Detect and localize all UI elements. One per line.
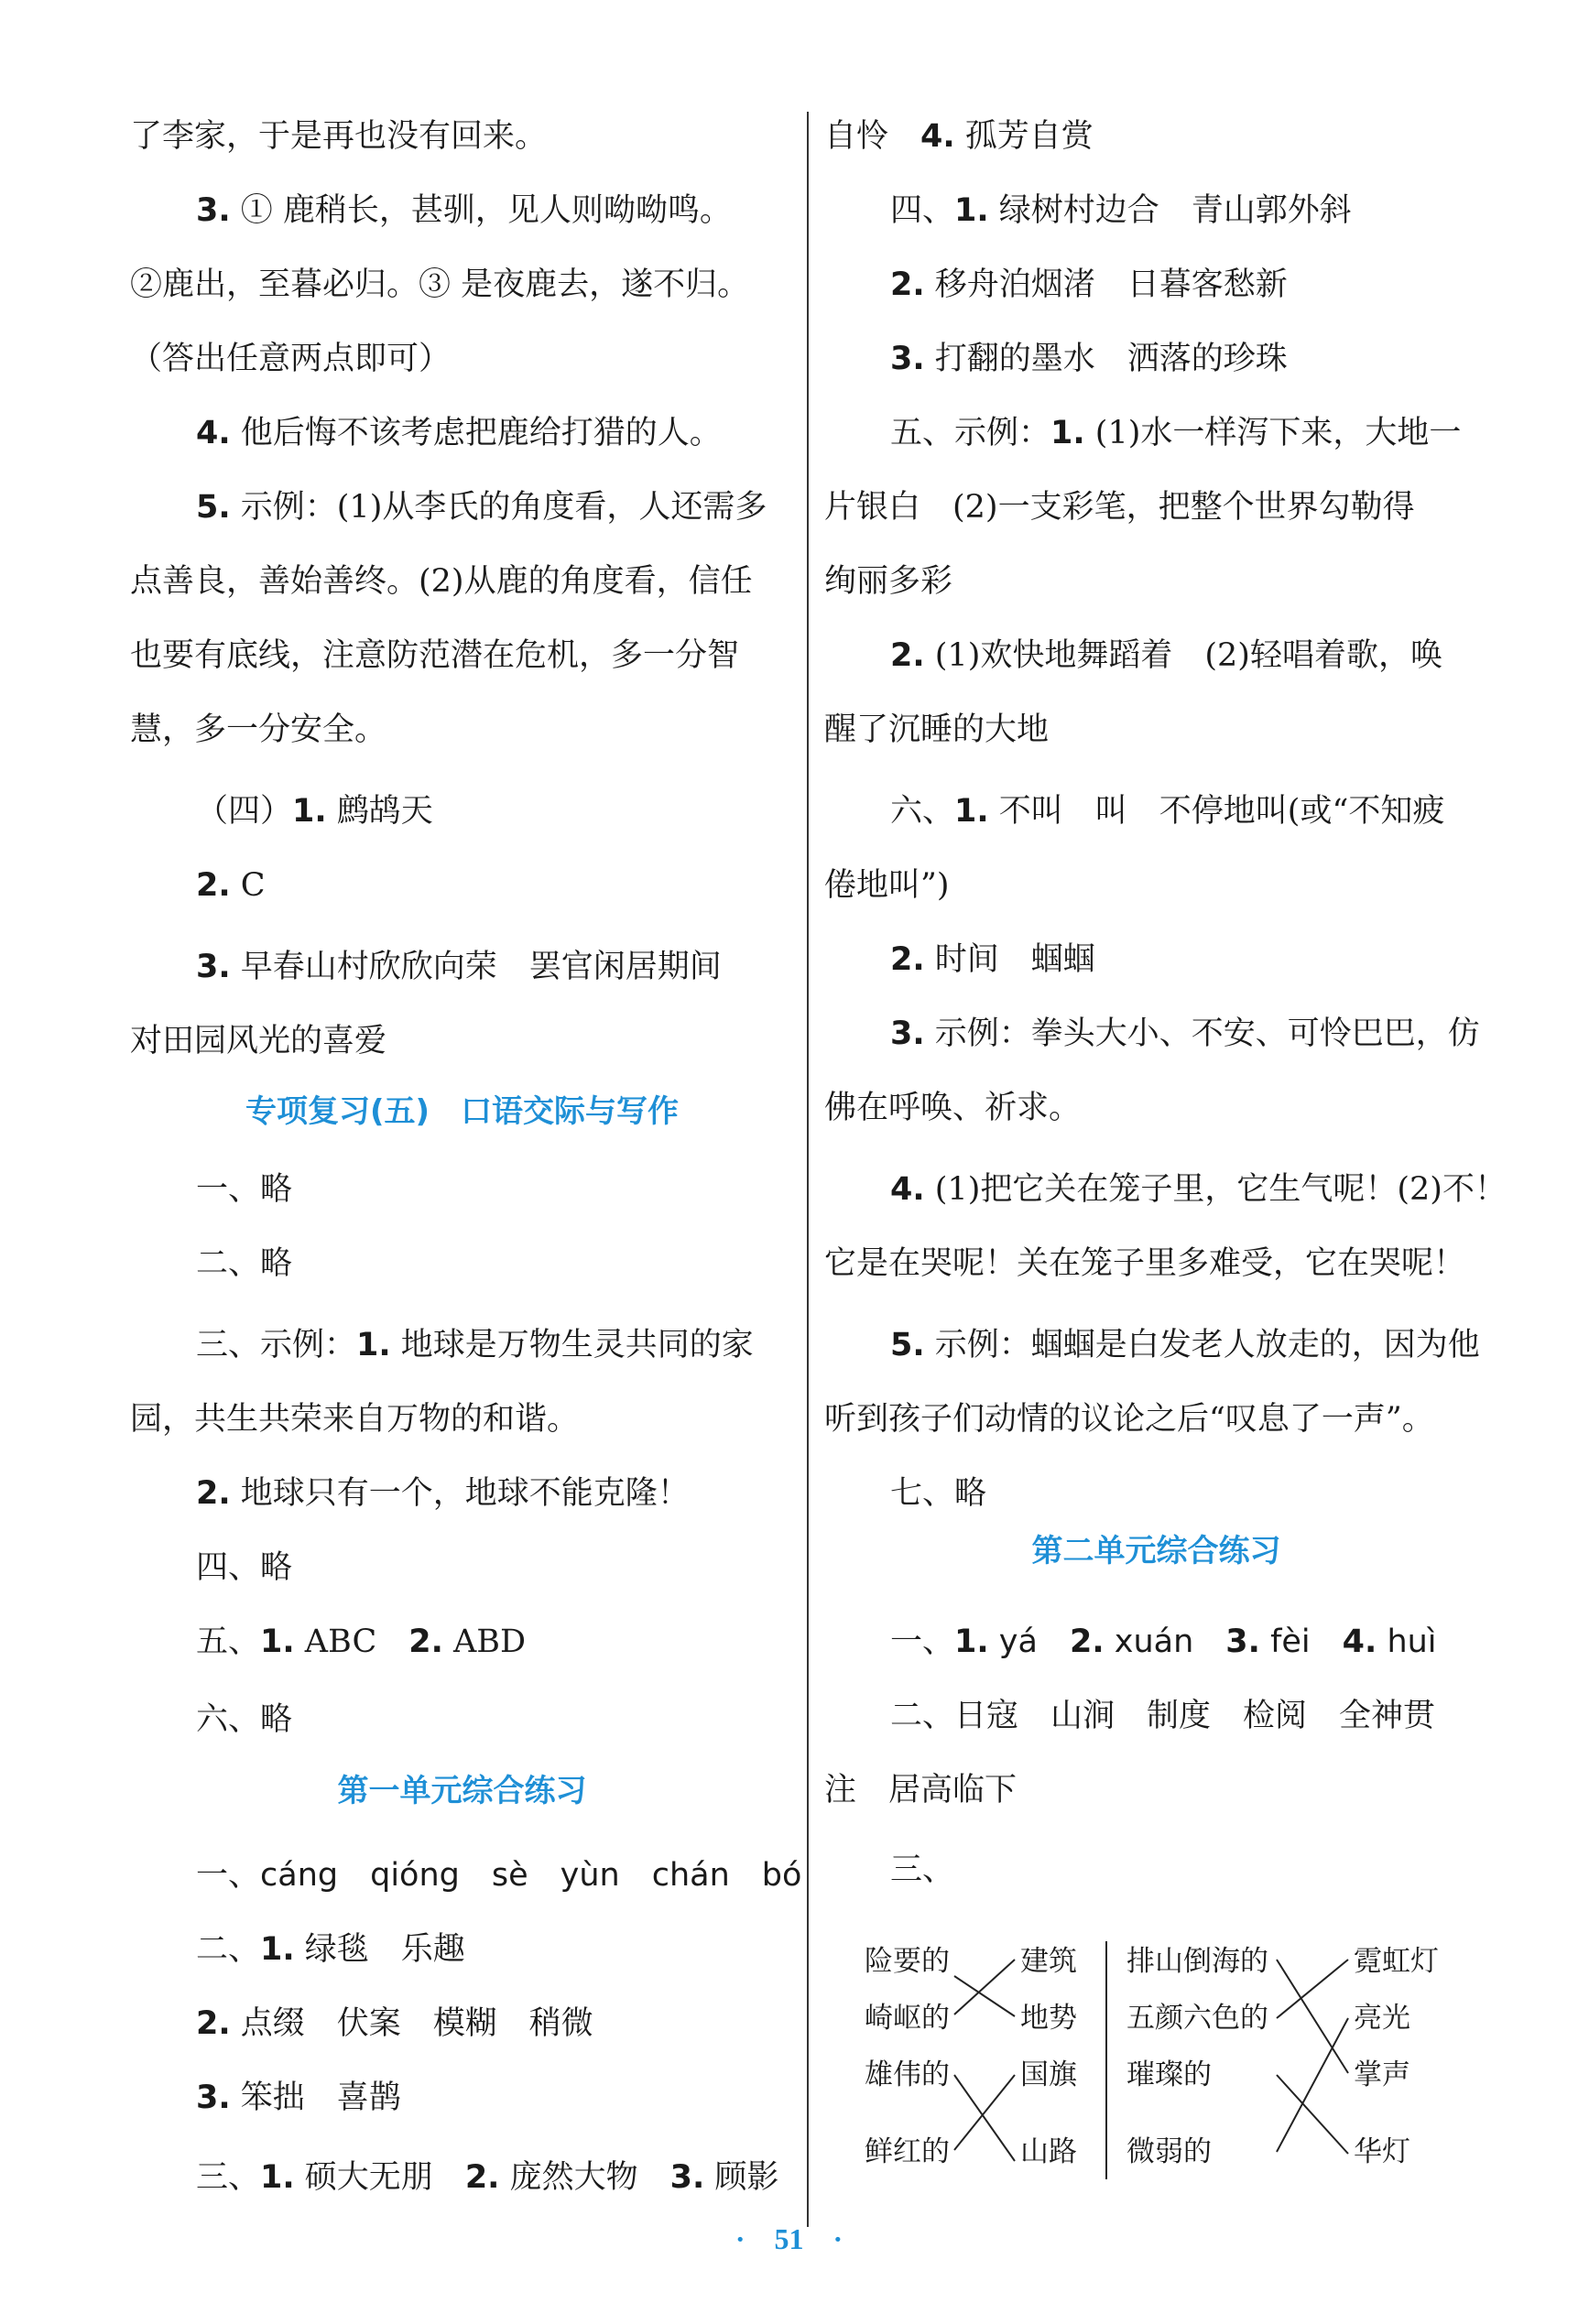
text-line: 2. C [196,867,266,904]
match-right-a: 建筑 [1020,1945,1077,1978]
text-line: 3. 笨拙 喜鹊 [196,2080,401,2116]
match-left-a: 崎岖的 [865,2002,950,2035]
text-line: 醒了沉睡的大地 [824,711,1050,748]
text-line: 3. 打翻的墨水 洒落的珍珠 [890,341,1288,377]
text-line: 2. (1)欢快地舞蹈着 (2)轻唱着歌，唤 [890,637,1442,674]
text-line: 园，共生共荣来自万物的和谐。 [130,1401,580,1438]
section-heading: 第二单元综合练习 [1031,1533,1281,1569]
match-left-b: 璀璨的 [1126,2058,1212,2091]
text-line: 2. 移舟泊烟渚 日暮客愁新 [890,266,1288,303]
text-line: 二、略 [196,1245,293,1282]
text-line: 二、1. 绿毯 乐趣 [196,1931,465,1968]
text-line: 四、略 [196,1549,293,1586]
section-heading: 专项复习(五) 口语交际与写作 [245,1093,680,1130]
text-line: 六、略 [196,1701,293,1738]
text-line: （答出任意两点即可） [130,341,452,377]
match-line [1277,2018,1348,2152]
text-line: 佛在呼唤、祈求。 [824,1090,1082,1126]
text-line: 三、 [890,1852,955,1888]
text-line: 二、日寇 山涧 制度 检阅 全神贯 [890,1698,1436,1734]
text-line: 六、1. 不叫 叫 不停地叫(或“不知疲 [890,793,1445,830]
text-line: 一、1. yá 2. xuán 3. fèi 4. huì [890,1624,1437,1660]
text-line: 七、略 [890,1475,987,1512]
text-line: 三、示例：1. 地球是万物生灵共同的家 [196,1327,754,1363]
text-line: 3. 示例：拳头大小、不安、可怜巴巴，仿 [890,1015,1480,1052]
text-line: 五、示例：1. (1)水一样泻下来，大地一 [890,415,1462,451]
match-left-b: 微弱的 [1126,2135,1212,2168]
match-line [954,1960,1015,2014]
text-line: 绚丽多彩 [824,563,953,600]
page-number: · 51 · [735,2222,843,2255]
text-line: 2. 点缀 伏案 模糊 稍微 [196,2005,593,2042]
text-line: 了李家，于是再也没有回来。 [130,118,548,155]
text-line: 一、cáng qióng sè yùn chán bó [196,1857,802,1894]
match-line [1277,1960,1348,2073]
text-line: 5. 示例：(1)从李氏的角度看，人还需多 [196,489,767,526]
match-right-b: 华灯 [1354,2135,1410,2168]
text-line: 也要有底线，注意防范潜在危机，多一分智 [130,637,740,674]
text-line: 五、1. ABC 2. ABD [196,1624,527,1660]
match-line [1277,1960,1348,2018]
match-right-b: 霓虹灯 [1354,1945,1439,1978]
match-right-a: 国旗 [1020,2058,1077,2091]
match-left-b: 排山倒海的 [1126,1945,1268,1978]
match-right-b: 亮光 [1354,2002,1410,2035]
text-line: 3. ① 鹿稍长，甚驯，见人则呦呦鸣。 [196,192,732,229]
text-line: 片银白 (2)一支彩笔，把整个世界勾勒得 [824,489,1415,526]
match-right-a: 山路 [1020,2135,1077,2168]
column-divider [807,112,809,2227]
match-left-a: 鲜红的 [865,2135,950,2168]
match-line [954,2075,1015,2161]
text-line: 四、1. 绿树村边合 青山郭外斜 [890,192,1352,229]
text-line: 它是在哭呢！关在笼子里多难受，它在哭呢！ [824,1245,1466,1282]
text-line: 3. 早春山村欣欣向荣 罢官闲居期间 [196,949,722,985]
match-left-a: 雄伟的 [865,2058,950,2091]
text-line: 倦地叫”) [824,867,950,904]
section-heading: 第一单元综合练习 [337,1773,587,1809]
match-line [954,2075,1015,2150]
text-line: 2. 地球只有一个，地球不能克隆！ [196,1475,690,1512]
text-line: 自怜 4. 孤芳自赏 [824,118,1094,155]
matching-exercise [824,1923,1488,2198]
match-lines [824,1923,1488,2198]
text-line: 对田园风光的喜爱 [130,1023,387,1059]
match-right-a: 地势 [1020,2002,1077,2035]
text-line: 注 居高临下 [824,1772,1018,1808]
match-left-b: 五颜六色的 [1126,2002,1268,2035]
text-line: 听到孩子们动情的议论之后“叹息了一声”。 [824,1401,1434,1438]
text-line: 三、1. 硕大无朋 2. 庞然大物 3. 顾影 [196,2159,779,2196]
text-line: 4. (1)把它关在笼子里，它生气呢！(2)不！ [890,1171,1507,1208]
text-line: 点善良，善始善终。(2)从鹿的角度看，信任 [130,563,753,600]
text-line: ②鹿出，至暮必归。③ 是夜鹿去，遂不归。 [130,266,750,303]
text-line: 4. 他后悔不该考虑把鹿给打猎的人。 [196,415,722,451]
match-line [954,1976,1015,2016]
match-left-a: 险要的 [865,1945,950,1978]
text-line: 2. 时间 蝈蝈 [890,941,1095,978]
text-line: 5. 示例：蝈蝈是白发老人放走的，因为他 [890,1327,1480,1363]
match-right-b: 掌声 [1354,2058,1410,2091]
text-line: （四）1. 鹧鸪天 [196,793,433,830]
text-line: 慧，多一分安全。 [130,711,387,748]
text-line: 一、略 [196,1171,293,1208]
